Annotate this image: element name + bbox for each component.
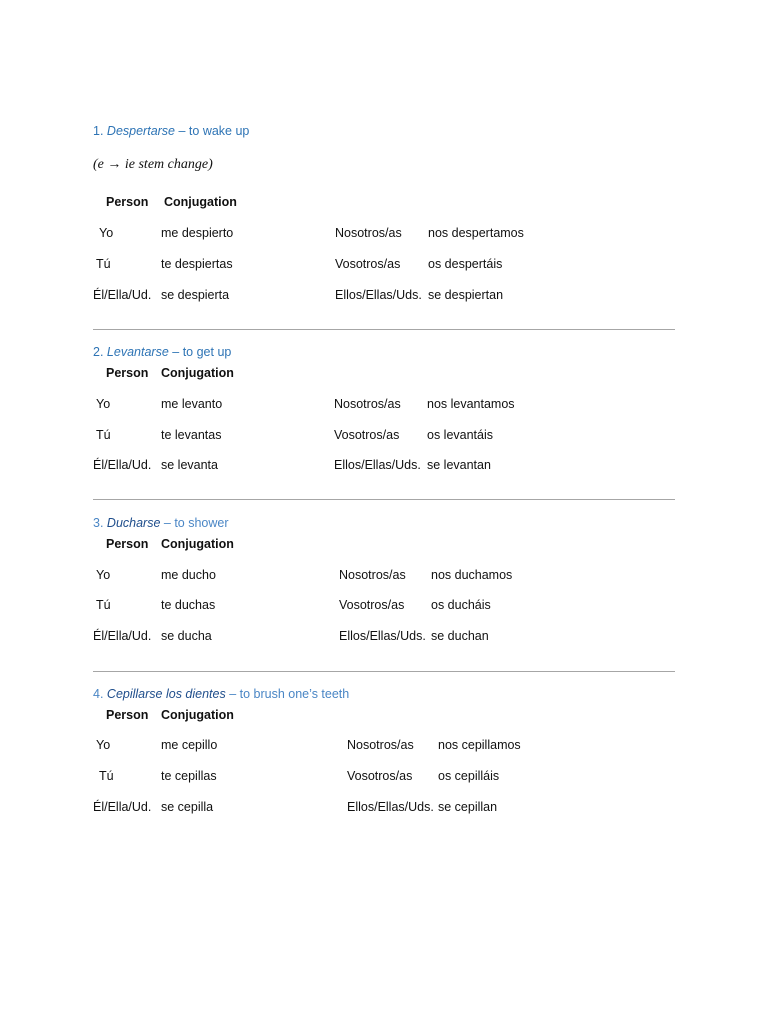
person-plural: Ellos/Ellas/Uds.	[339, 629, 426, 643]
person-plural: Vosotros/as	[339, 598, 405, 612]
column-header-person: Person	[106, 537, 149, 551]
verb-meaning: – to wake up	[178, 124, 250, 138]
person-singular: Él/Ella/Ud.	[93, 288, 152, 302]
column-header-person: Person	[106, 708, 149, 722]
conjugation-plural: os levantáis	[427, 428, 494, 442]
verb-heading-levantarse	[93, 345, 231, 359]
person-plural: Nosotros/as	[347, 738, 414, 752]
person-singular: Tú	[96, 598, 111, 612]
verb-heading-despertarse	[93, 124, 249, 138]
verb-number: 1.	[93, 124, 104, 138]
person-singular: Tú	[96, 428, 111, 442]
section-divider	[93, 329, 675, 330]
column-header-conjugation: Conjugation	[161, 366, 234, 380]
conjugation-plural: os ducháis	[431, 598, 491, 612]
verb-meaning: – to shower	[163, 516, 229, 530]
verb-number: 4.	[93, 687, 104, 701]
person-plural: Vosotros/as	[335, 257, 401, 271]
person-plural: Nosotros/as	[335, 226, 402, 240]
conjugation-singular: te despiertas	[161, 257, 233, 271]
person-plural: Ellos/Ellas/Uds.	[335, 288, 422, 302]
column-header-conjugation: Conjugation	[161, 537, 234, 551]
conjugation-singular: te cepillas	[161, 769, 217, 783]
conjugation-plural: os despertáis	[428, 257, 503, 271]
person-plural: Vosotros/as	[334, 428, 400, 442]
verb-number: 3.	[93, 516, 104, 530]
column-header-conjugation: Conjugation	[161, 708, 234, 722]
section-divider	[93, 671, 675, 672]
person-singular: Él/Ella/Ud.	[93, 629, 152, 643]
verb-meaning: – to brush one’s teeth	[229, 687, 350, 701]
conjugation-singular: me ducho	[161, 568, 216, 582]
stem-change-note: (e → ie stem change)	[93, 157, 213, 172]
conjugation-plural: nos duchamos	[431, 568, 513, 582]
person-plural: Vosotros/as	[347, 769, 413, 783]
verb-number: 2.	[93, 345, 104, 359]
verb-infinitive: Levantarse	[106, 345, 169, 359]
section-divider	[93, 499, 675, 500]
conjugation-singular: te duchas	[161, 598, 216, 612]
column-header-conjugation: Conjugation	[164, 195, 237, 209]
verb-infinitive: Cepillarse los dientes	[106, 687, 226, 701]
person-plural: Nosotros/as	[334, 397, 401, 411]
person-singular: Él/Ella/Ud.	[93, 800, 152, 814]
conjugation-singular: me despierto	[161, 226, 234, 240]
person-singular: Yo	[96, 568, 111, 582]
conjugation-singular: me cepillo	[161, 738, 218, 752]
conjugation-plural: nos despertamos	[428, 226, 524, 240]
conjugation-plural: se despiertan	[428, 288, 504, 302]
conjugation-plural: se cepillan	[438, 800, 498, 814]
verb-infinitive: Despertarse	[106, 124, 176, 138]
conjugation-singular: se despierta	[161, 288, 230, 302]
conjugation-plural: nos levantamos	[427, 397, 515, 411]
person-singular: Yo	[99, 226, 114, 240]
person-plural: Nosotros/as	[339, 568, 406, 582]
person-singular: Yo	[96, 738, 111, 752]
verb-infinitive: Ducharse	[106, 516, 161, 530]
person-singular: Él/Ella/Ud.	[93, 458, 152, 472]
person-singular: Tú	[99, 769, 114, 783]
column-header-person: Person	[106, 366, 149, 380]
conjugation-plural: nos cepillamos	[438, 738, 521, 752]
verb-heading-cepillarse	[93, 687, 349, 701]
verb-heading-ducharse	[93, 516, 229, 530]
conjugation-singular: te levantas	[161, 428, 222, 442]
conjugation-singular: me levanto	[161, 397, 223, 411]
person-plural: Ellos/Ellas/Uds.	[347, 800, 434, 814]
verb-meaning: – to get up	[172, 345, 232, 359]
conjugation-plural: se duchan	[431, 629, 489, 643]
conjugation-plural: os cepilláis	[438, 769, 500, 783]
person-plural: Ellos/Ellas/Uds.	[334, 458, 421, 472]
column-header-person: Person	[106, 195, 149, 209]
conjugation-singular: se levanta	[161, 458, 218, 472]
conjugation-plural: se levantan	[427, 458, 491, 472]
person-singular: Tú	[96, 257, 111, 271]
conjugation-singular: se cepilla	[161, 800, 214, 814]
conjugation-singular: se ducha	[161, 629, 212, 643]
person-singular: Yo	[96, 397, 111, 411]
